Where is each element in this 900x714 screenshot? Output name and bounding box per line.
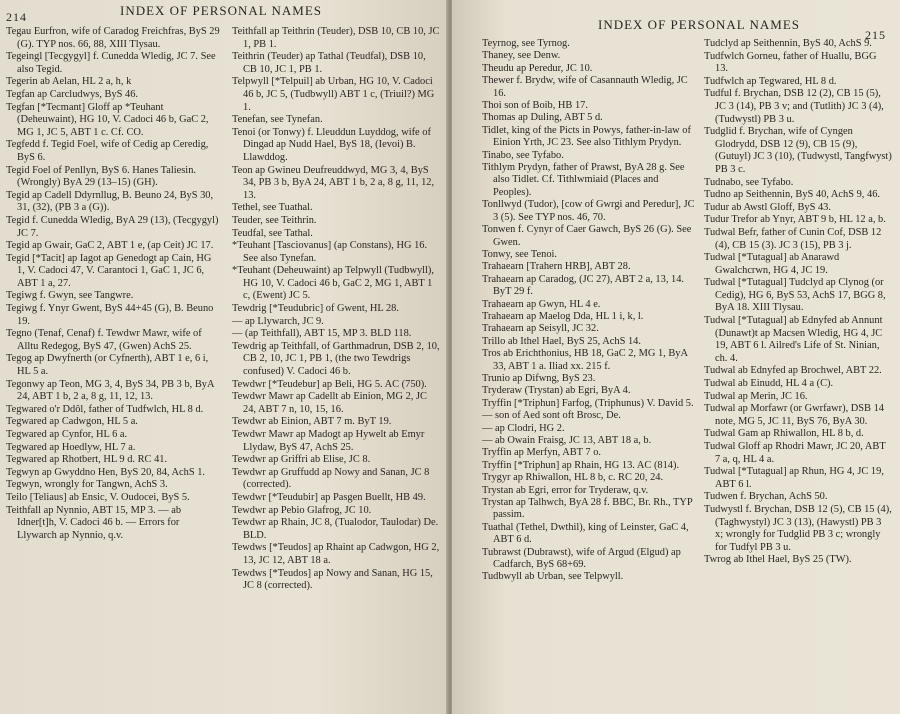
index-entry: Tonllwyd (Tudor), [cow of Gwrgi and Peredur], JC 3 (5). See TYP nos. 46, 70. — [482, 199, 695, 223]
index-entry: Trystan ap Talhwch, ByA 28 f. BBC, Br. Rh., TYP passim. — [482, 497, 693, 521]
index-entry: Trahaearn ap Seisyll, JC 32. — [482, 323, 599, 335]
index-entry: Tegno (Tenaf, Cenaf) f. Tewdwr Mawr, wife of Alltu Redegog, ByS 47, (Gwen) AchS 25. — [6, 328, 202, 352]
left-page-number: 214 — [6, 10, 27, 24]
index-entry: Tegwyn, wrongly for Tangwn, AchS 3. — [6, 479, 168, 491]
index-entry: Tegonwy ap Teon, MG 3, 4, ByS 34, PB 3 b, ByA 24, ABT 1 b, 2 a, 8 g, 11, 12, 13. — [6, 378, 214, 403]
right-page — [452, 0, 900, 714]
index-entry: Tegwared ap Hoedlyw, HL 7 a. — [6, 441, 136, 453]
index-entry: Tudglid f. Brychan, wife of Cyngen Glodrydd, DSB 12 (9), CB 15 (9), (Gutuyl) JC 3 (10), (Tudwystl, Tangfwyst) PB 3 c. — [704, 126, 892, 175]
index-entry: Tewdwr ap Rhain, JC 8, (Tualodor, Taulodar) De. BLD. — [232, 517, 439, 541]
index-entry: Tenoi (or Tonwy) f. Lleuddun Luyddog, wife of Dingad ap Nudd Hael, ByS 18, (Ievoi) B. Llawddog. — [232, 126, 431, 163]
index-entry: Tegiwg f. Ynyr Gwent, ByS 44+45 (G), B. Beuno 19. — [6, 303, 214, 327]
index-entry: Trygyr ap Rhiwallon, HL 8 b, c. RC 20, 24. — [482, 472, 664, 484]
index-entry: Tewdwr Mawr ap Madogt ap Hywelt ab Emyr Llydaw, ByS 47, AchS 25. — [232, 429, 425, 453]
index-entry: Tudwal ab Einudd, HL 4 a (C). — [704, 378, 834, 390]
index-entry: Tonwen f. Cynyr of Caer Gawch, ByS 26 (G). See Gwen. — [482, 224, 692, 248]
right-page-number: 215 — [865, 28, 886, 42]
index-entry: *Teuhant [Tasciovanus] (ap Constans), HG 16. See also Tynefan. — [232, 240, 428, 264]
index-entry: Tudwal Befr, father of Cunin Cof, DSB 12 (4), CB 15 (3). JC 3 (15), PB 3 j. — [704, 226, 882, 251]
index-entry: Tegiwg f. Gwyn, see Tangwre. — [6, 290, 134, 302]
index-entry: Tewdwr ap Gruffudd ap Nowy and Sanan, JC 8 (corrected). — [232, 466, 430, 491]
index-entry: Tudwal [*Tutagual] ab Anarawd Gwalchcrwn, HG 4, JC 19. — [704, 252, 840, 276]
index-entry: Tegwared o'r Ddôl, father of Tudfwlch, HL 8 d. — [6, 403, 204, 415]
index-entry: Tudwystl f. Brychan, DSB 12 (5), CB 15 (4), (Taghwystyl) JC 3 (13), (Hawystl) PB 3 x; wrongly for Tudglid PB 3 c; wrongly for Tudfyl PB 3 u. — [704, 503, 892, 553]
index-entry: Tudfwlch Gorneu, father of Huallu, BGG 13. — [704, 50, 877, 75]
index-entry: Teithfall ap Teithrin (Teuder), DSB 10, CB 10, JC 1, PB 1. — [232, 26, 440, 50]
index-entry: — son of Aed sont oft Brosc, De. — [482, 410, 621, 422]
index-entry: Tewdwr Mawr ap Cadellt ab Einion, MG 2, JC 24, ABT 7 n, 10, 15, 16. — [232, 391, 427, 415]
index-entry: Tegeingl [Tecgygyl] f. Cunedda Wledig, JC 7. See also Tegid. — [6, 51, 216, 75]
index-entry: Tegid Foel of Penllyn, ByS 6. Hanes Taliesin. (Wrongly) ByA 29 (13–15) (GH). — [6, 164, 196, 189]
index-entry: Tudwal [*Tutagual] ap Rhun, HG 4, JC 19, ABT 6 l. — [704, 466, 884, 490]
index-entry: Tros ab Erichthonius, HB 18, GaC 2, MG 1, ByA 33, ABT 1 a. Iliad xx. 215 f. — [482, 348, 688, 372]
index-entry: Tidlet, king of the Picts in Powys, father-in-law of Einion Yrth, JC 23. See also Tithlym Prydyn. — [482, 124, 691, 149]
index-entry: — ab Owain Fraisg, JC 13, ABT 18 a, b. — [482, 435, 652, 446]
index-entry: Tegwyn ap Gwyddno Hen, ByS 20, 84, AchS 1. — [6, 466, 205, 478]
index-entry: Tudwal Gloff ap Rhodri Mawr, JC 20, ABT 7 a, q, HL 4 a. — [704, 441, 886, 465]
index-entry: Tudful f. Brychan, DSB 12 (2), CB 15 (5), JC 3 (14), PB 3 v; and (Tutlith) JC 3 (4), (Tudwystl) PB 3 u. — [704, 88, 884, 125]
index-entry: Tudwal Gam ap Rhiwallon, HL 8 b, d. — [704, 428, 864, 440]
index-entry: Twrog ab Ithel Hael, ByS 25 (TW). — [704, 554, 852, 566]
index-entry: Tewdwr ap Pebio Glafrog, JC 10. — [232, 504, 372, 516]
index-entry: Teithfall ap Nynnio, ABT 15, MP 3. — ab Idner[t]h, V. Cadoci 46 b. — Errors for Llywarch ap Nynnio, q.v. — [6, 504, 182, 541]
right-column-2 — [704, 38, 892, 567]
left-page-header — [0, 2, 448, 24]
index-entry: — (ap Teithfall), ABT 15, MP 3. BLD 118. — [232, 328, 412, 340]
index-entry: Tewdws [*Teudos] ap Nowy and Sanan, HG 15, JC 8 (corrected). — [232, 567, 433, 592]
index-entry: Trahaearn [Trahern HRB], ABT 28. — [482, 261, 631, 273]
index-entry: Tuathal (Tethel, Dwthil), king of Leinster, GaC 4, ABT 6 d. — [482, 521, 689, 546]
index-entry: Tudwal [*Tutagual] Tudclyd ap Clynog (or Cedig), HG 6, ByS 53, AchS 17, BGG 8, ByA 18. XIII Tlysau. — [704, 277, 886, 314]
index-entry: Tudclyd ap Seithennin, ByS 40, AchS 9. — [704, 38, 872, 49]
index-entry: Tithlym Prydyn, father of Prawst, ByA 28 g. See also Tidlet. Cf. Tithlwmiaid (Places and Peoples). — [482, 162, 685, 198]
index-entry: Tudnabo, see Tyfabo. — [704, 176, 794, 188]
index-entry: Thaney, see Denw. — [482, 50, 561, 62]
left-column-1 — [6, 26, 220, 542]
index-entry: Tewdrig [*Teudubric] of Gwent, HL 28. — [232, 303, 399, 315]
index-entry: Tudbwyll ab Urban, see Telpwyll. — [482, 571, 624, 583]
index-entry: Tudur Trefor ab Ynyr, ABT 9 b, HL 12 a, b. — [704, 214, 886, 226]
index-entry: Tudur ab Awstl Gloff, ByS 43. — [704, 201, 831, 213]
index-entry: Trystan ab Egri, error for Tryderaw, q.v. — [482, 484, 649, 496]
index-entry: Thomas ap Duling, ABT 5 d. — [482, 112, 603, 124]
left-page — [0, 0, 448, 714]
index-entry: Teuder, see Teithrin. — [232, 214, 317, 226]
index-entry: Tegwared ap Rhotbert, HL 9 d. RC 41. — [6, 454, 168, 466]
left-column-2 — [232, 26, 440, 593]
index-entry: Tegid ap Gwair, GaC 2, ABT 1 e, (ap Ceit) JC 17. — [6, 240, 214, 252]
index-entry: Teilo [Teliaus] ab Ensic, V. Oudocei, ByS 5. — [6, 491, 190, 503]
index-entry: Tudfwlch ap Tegwared, HL 8 d. — [704, 75, 837, 87]
index-entry: Teudfal, see Tathal. — [232, 227, 313, 239]
index-entry: Trunio ap Difwng, ByS 23. — [482, 372, 596, 384]
index-entry: Tegerin ab Aelan, HL 2 a, h, k — [6, 76, 132, 88]
index-entry: Tewdrig ap Teithfall, of Garthmadrun, DSB 2, 10, CB 2, 10, JC 1, PB 1, (the two Tewdrigs confused) V. Cadoci 46 b. — [232, 340, 440, 378]
index-entry: Tudno ap Seithennin, ByS 40, AchS 9, 46. — [704, 189, 880, 201]
index-entry: Trillo ab Ithel Hael, ByS 25, AchS 14. — [482, 335, 641, 347]
index-entry: Tegfan [*Tecmant] Gloff ap *Teuhant (Deheuwaint), HG 10, V. Cadoci 46 b, GaC 2, MG 1, JC 5, ABT 1 c. Cf. CO. — [6, 101, 209, 138]
index-entry: Tegid f. Cunedda Wledig, ByA 29 (13), (Tecgygyl) JC 7. — [6, 214, 219, 239]
index-entry: Tenefan, see Tynefan. — [232, 114, 323, 126]
index-entry: — ap Clodri, HG 2. — [482, 422, 565, 434]
index-entry: Thoi son of Boib, HB 17. — [482, 100, 588, 112]
index-entry: Tudwal ap Merin, JC 16. — [704, 390, 808, 402]
index-entry: Telpwyll [*Telpuil] ab Urban, HG 10, V. Cadoci 46 b, JC 5, (Tudbwyll) ABT 1 c, (Triuil?) MG 1. — [232, 76, 435, 113]
index-entry: Tegid [*Tacit] ap Iagot ap Genedogt ap Cain, HG 1, V. Cadoci 47, V. Carantoci 1, GaC 1, JC 6, ABT 1 a, 27. — [6, 252, 212, 289]
index-entry: Tewdwr ab Einion, ABT 7 m. ByT 19. — [232, 416, 392, 428]
index-entry: Trahaearn ap Maelog Dda, HL 1 i, k, l. — [482, 310, 644, 322]
right-running-title: INDEX OF PERSONAL NAMES — [598, 17, 801, 32]
index-entry: Tryffin [*Triphun] Farfog, (Triphunus) V. David 5. — [482, 397, 694, 409]
index-entry: Tryffin ap Merfyn, ABT 7 o. — [482, 447, 602, 459]
index-entry: Tewdwr [*Teudebur] ap Beli, HG 5. AC (750). — [232, 378, 427, 390]
index-entry: Tegfan ap Carcludwys, ByS 46. — [6, 88, 139, 100]
index-entry: *Teuhant (Deheuwaint) ap Telpwyll (Tudbwyll), HG 10, V. Cadoci 46 b, GaC 2, MG 1, ABT 1 c, (Ewent) JC 5. — [232, 265, 434, 302]
index-entry: Tegog ap Dwyfnerth (or Cyfnerth), ABT 1 e, 6 i, HL 5 a. — [6, 353, 209, 378]
right-column-1 — [482, 38, 698, 584]
index-entry: Tewdws [*Teudos] ap Rhaint ap Cadwgon, HG 2, 13, JC 12, ABT 18 a. — [232, 542, 440, 566]
index-entry: Trahaearn ap Gwyn, HL 4 e. — [482, 298, 601, 310]
index-entry: Teithrin (Teuder) ap Tathal (Teudfal), DSB 10, CB 10, JC 1, PB 1. — [232, 51, 426, 75]
index-entry: Tudwal ab Ednyfed ap Brochwel, ABT 22. — [704, 365, 882, 377]
index-entry: Tegwared ap Cadwgon, HL 5 a. — [6, 416, 138, 428]
right-page-header — [452, 2, 900, 42]
index-entry: Tinabo, see Tyfabo. — [482, 149, 564, 161]
index-entry: Tegfedd f. Tegid Foel, wife of Cedig ap Ceredig, ByS 6. — [6, 139, 209, 163]
index-entry: Trahaearn ap Caradog, (JC 27), ABT 2 a, 13, 14. ByT 29 f. — [482, 273, 685, 298]
left-running-title: INDEX OF PERSONAL NAMES — [120, 3, 323, 18]
index-entry: Theudu ap Peredur, JC 10. — [482, 62, 593, 74]
index-entry: Tonwy, see Tenoi. — [482, 248, 558, 260]
index-entry: Tegau Eurfron, wife of Caradog Freichfras, ByS 29 (G). TYP nos. 66, 88, XIII Tlysau. — [6, 26, 220, 50]
index-entry: Tegwared ap Cynfor, HL 6 a. — [6, 429, 128, 440]
index-entry: Tryderaw (Trystan) ab Egri, ByA 4. — [482, 385, 631, 397]
index-entry: Tewdwr [*Teudubir] ap Pasgen Buellt, HB 49. — [232, 491, 426, 503]
index-entry: Tudwal ap Morfawr (or Gwrfawr), DSB 14 note, MG 5, JC 11, ByS 76, ByA 30. — [704, 403, 884, 427]
index-entry: Tudwal [*Tutagual] ab Ednyfed ab Annunt (Dunawt)t ap Macsen Wledig, HG 4, JC 19, ABT 6 l. Ailred's Life of St. Ninian, ch. 4. — [704, 315, 883, 364]
index-entry: Tubrawst (Dubrawst), wife of Argud (Elgud) ap Cadfarch, ByS 68+69. — [482, 546, 681, 571]
index-entry: Teon ap Gwineu Deufreuddwyd, MG 3, 4, ByS 34, PB 3 b, ByA 24, ABT 1 b, 2 a, 8 g, 11, 12, 13. — [232, 164, 435, 201]
index-entry: Tegid ap Cadell Ddyrnllug, B. Beuno 24, ByS 30, 31, (32), (PB 3 a (G)). — [6, 189, 214, 214]
index-entry: — ap Llywarch, JC 9. — [232, 315, 324, 327]
index-entry: Tethel, see Tuathal. — [232, 202, 313, 214]
index-entry: Tryffin [*Triphun] ap Rhain, HG 13. AC (814). — [482, 459, 680, 471]
index-entry: Tewdwr ap Griffri ab Elise, JC 8. — [232, 454, 371, 466]
index-entry: Teyrnog, see Tyrnog. — [482, 38, 570, 49]
index-entry: Thewer f. Brydw, wife of Casannauth Wledig, JC 16. — [482, 75, 688, 99]
index-entry: Tudwen f. Brychan, AchS 50. — [704, 491, 828, 503]
